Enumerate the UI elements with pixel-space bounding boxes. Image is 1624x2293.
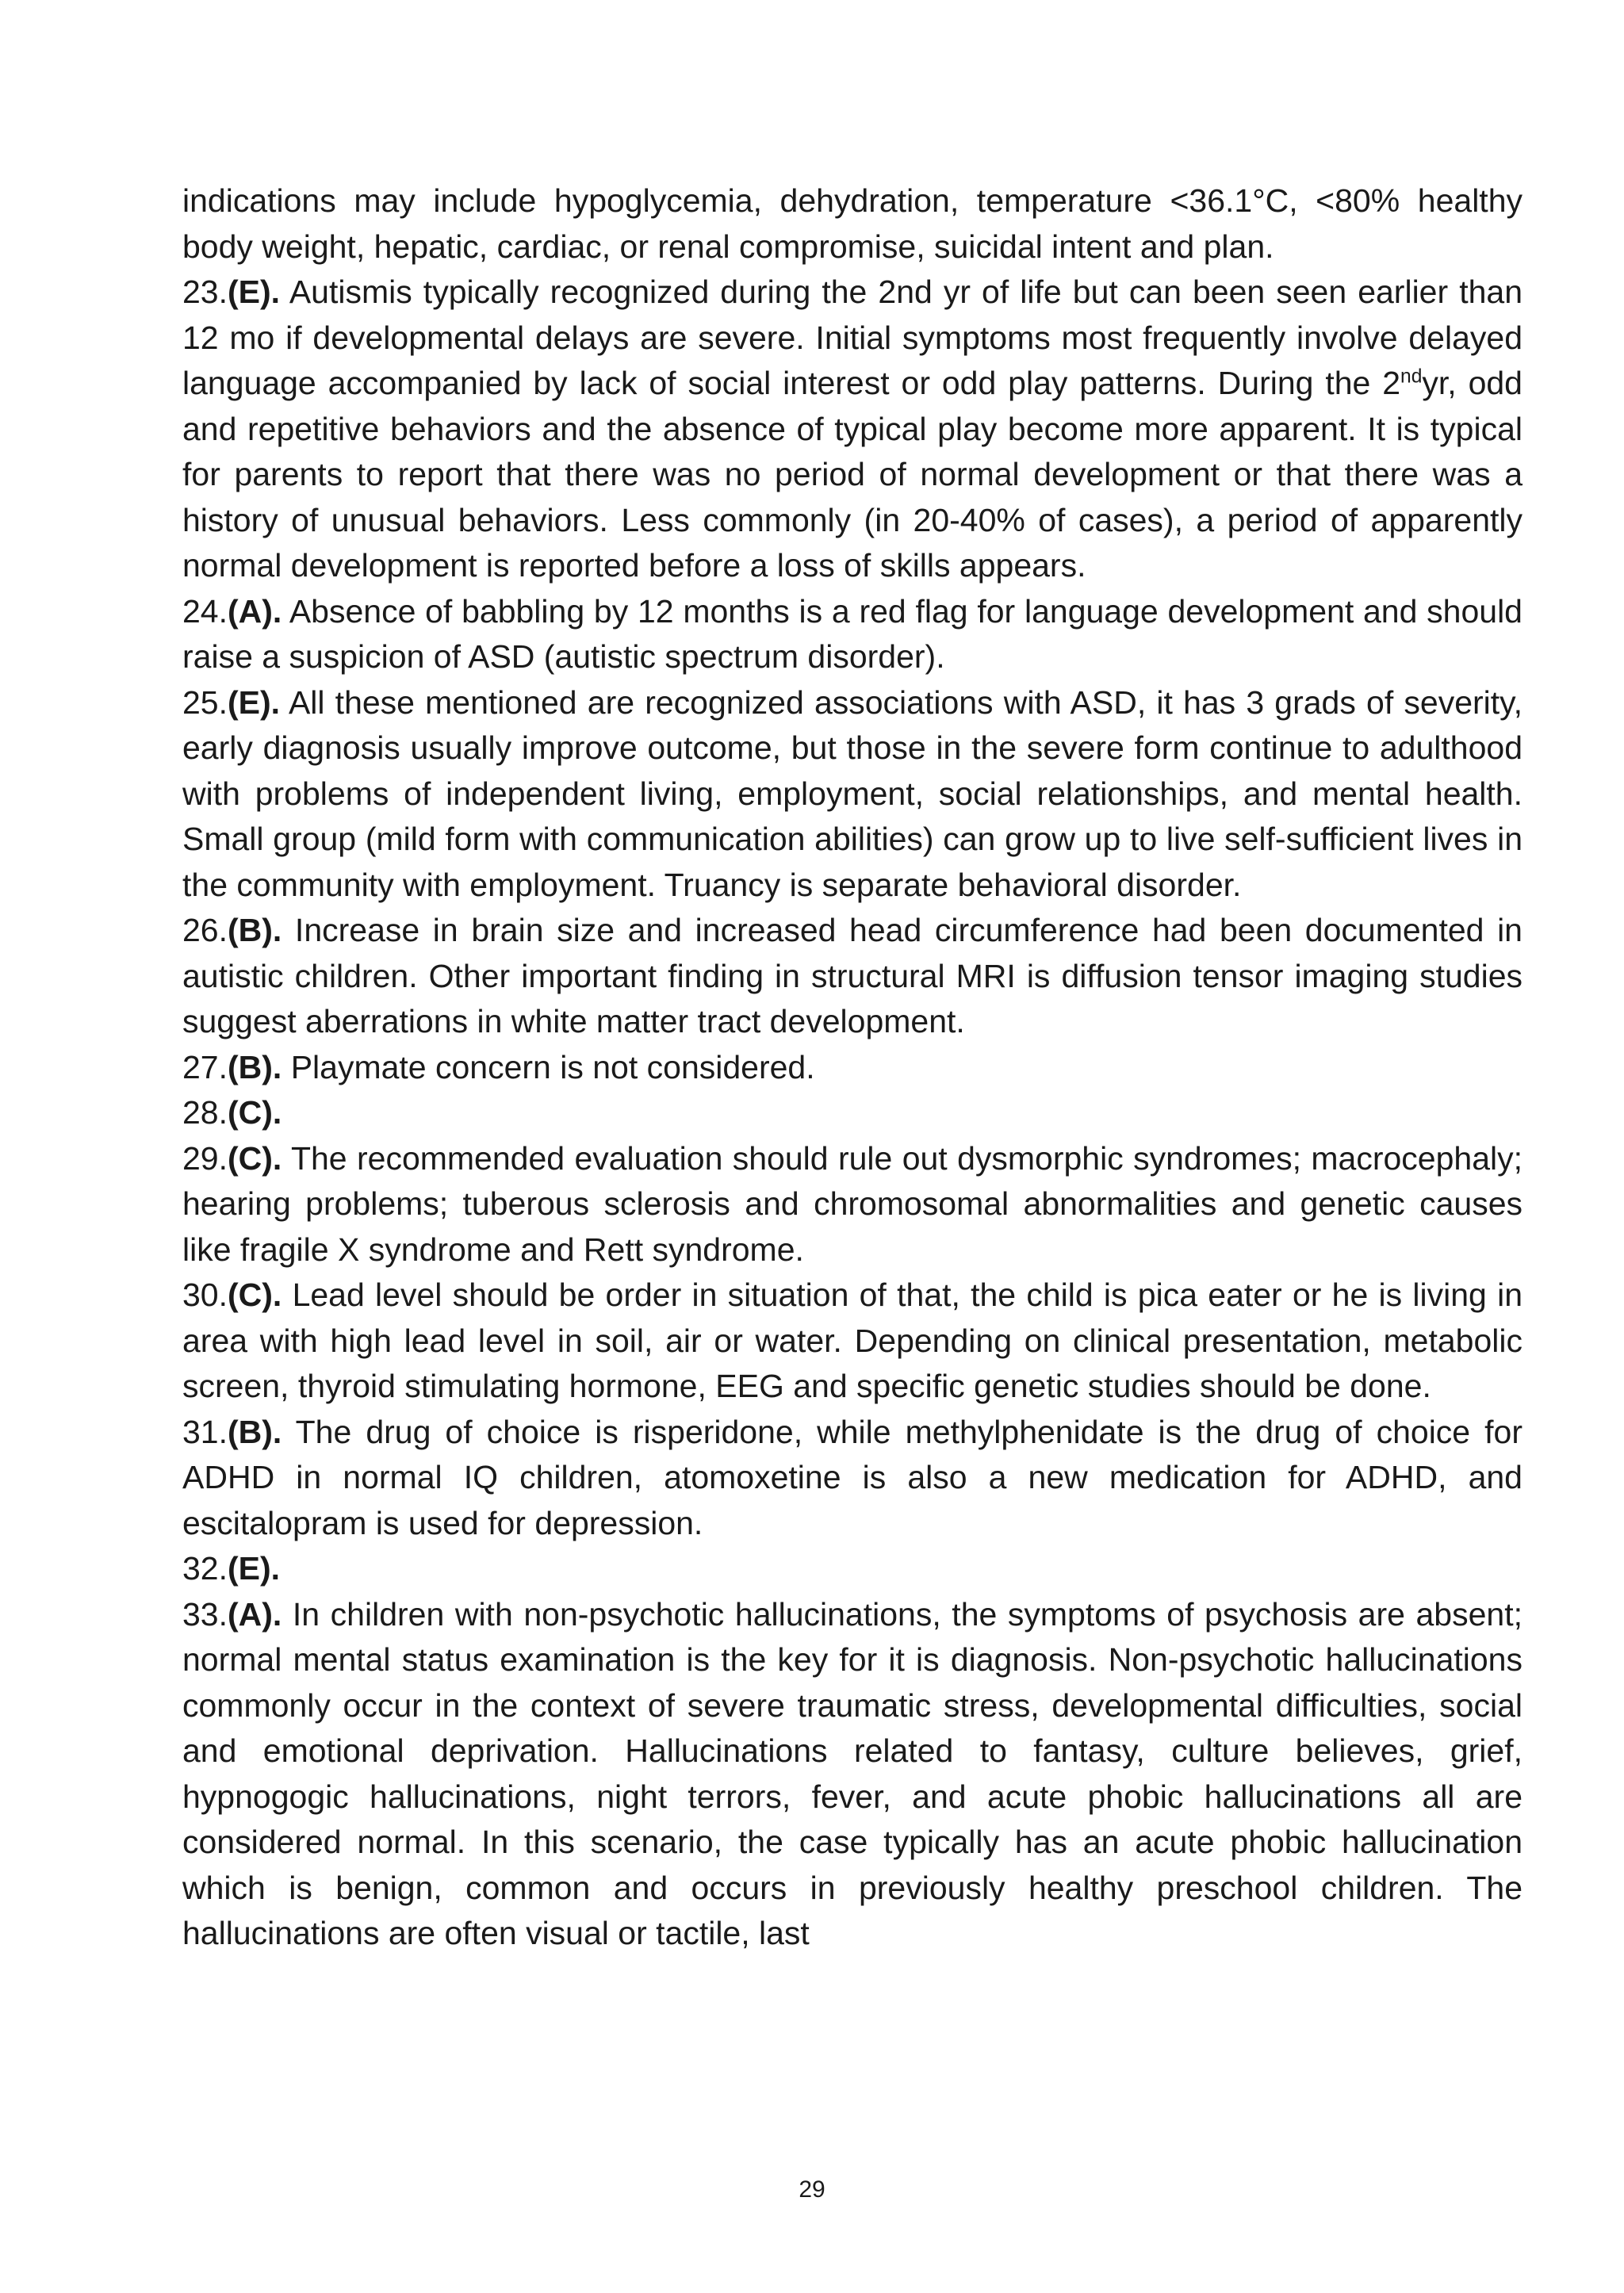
answer-item-28 (182, 1090, 1522, 1136)
answer-item-33 (182, 1592, 1522, 1957)
item-number: 33. (182, 1595, 228, 1633)
item-number: 28. (182, 1094, 228, 1131)
answer-item-32 (182, 1546, 1522, 1592)
answer-item-26 (182, 908, 1522, 1045)
answer-letter: (C). (228, 1277, 282, 1313)
item-number: 31. (182, 1413, 228, 1450)
answer-letter: (B). (228, 912, 282, 948)
answer-letter: (E). (228, 274, 281, 310)
document-body (182, 178, 1522, 1957)
item-number: 23. (182, 274, 228, 310)
answer-letter: (C). (228, 1094, 282, 1131)
explanation-text-continued: yr, odd and repetitive behaviors and the absence of typical play become more apparent. It is typical for parents to report that there was no period of normal development or that there was a history of unusual behaviors. Less commonly (in 20-40% of cases), a period of apparently normal development is reported before a loss of skills appears. (182, 365, 1522, 584)
item-number: 25. (182, 683, 228, 721)
answer-item-25 (182, 680, 1522, 909)
answer-item-24 (182, 589, 1522, 680)
explanation-text: The drug of choice is risperidone, while methylphenidate is the drug of choice for ADHD in normal IQ children, atomoxetine is also a new medication for ADHD, and escitalopram is used for depression. (182, 1413, 1522, 1541)
item-number: 27. (182, 1048, 228, 1085)
answer-item-23 (182, 270, 1522, 589)
answer-item-30 (182, 1273, 1522, 1410)
item-number: 30. (182, 1277, 228, 1313)
explanation-text: Playmate concern is not considered. (282, 1048, 815, 1085)
answer-letter: (B). (228, 1048, 282, 1085)
explanation-text: Lead level should be order in situation of that, the child is pica eater or he is living in area with high lead level in soil, air or water. Depending on clinical presentation, metabolic screen, thyroid stimulating hormone, EEG and specific genetic studies should be done. (182, 1277, 1522, 1404)
item-number: 32. (182, 1550, 228, 1587)
item-number: 24. (182, 592, 228, 630)
answer-item-31 (182, 1410, 1522, 1547)
page-number: 29 (799, 2176, 825, 2203)
answer-letter: (E). (228, 1550, 281, 1587)
continuation-paragraph: indications may include hypoglycemia, dehydration, temperature <36.1°C, <80% healthy body weight, hepatic, cardiac, or renal compromise, suicidal intent and plan. (182, 182, 1522, 265)
answer-item-27 (182, 1045, 1522, 1091)
explanation-text: Increase in brain size and increased head circumference had been documented in autistic children. Other important finding in structural MRI is diffusion tensor imaging studies suggest aberrations in white matter tract development. (182, 912, 1522, 1039)
explanation-text: Autismis typically recognized during the 2nd yr of life but can been seen earlier than 12 mo if developmental delays are severe. Initial symptoms most frequently involve delayed language accompanied by lack of social interest or odd play patterns. During the 2 (182, 274, 1522, 401)
answer-letter: (C). (228, 1139, 282, 1177)
answer-letter: (E). (228, 683, 281, 721)
answer-letter: (A). (228, 1595, 282, 1633)
item-number: 26. (182, 912, 228, 948)
explanation-text: Absence of babbling by 12 months is a red flag for language development and should raise a suspicion of ASD (autistic spectrum disorder). (182, 592, 1522, 675)
explanation-text: The recommended evaluation should rule out dysmorphic syndromes; macrocephaly; hearing problems; tuberous sclerosis and chromosomal abnormalities and genetic causes like fragile X syndrome and Rett syndrome. (182, 1139, 1522, 1268)
answer-item-29 (182, 1136, 1522, 1273)
superscript-ordinal: nd (1400, 366, 1423, 388)
answer-letter: (A). (228, 592, 282, 630)
explanation-text: In children with non-psychotic hallucinations, the symptoms of psychosis are absent; normal mental status examination is the key for it is diagnosis. Non-psychotic hallucinations commonly occur in the context of severe traumatic stress, developmental difficulties, social and emotional deprivation. Hallucinations related to fantasy, culture believes, grief, hypnogogic hallucinations, night terrors, fever, and acute phobic hallucinations all are considered normal. In this scenario, the case typically has an acute phobic hallucination which is benign, common and occurs in previously healthy preschool children. The hallucinations are often visual or tactile, last (182, 1595, 1522, 1951)
item-number: 29. (182, 1139, 228, 1177)
answer-letter: (B). (228, 1413, 282, 1450)
explanation-text: All these mentioned are recognized associations with ASD, it has 3 grads of severity, early diagnosis usually improve outcome, but those in the severe form continue to adulthood with problems of independent living, employment, social relationships, and mental health. Small group (mild form with communication abilities) can grow up to live self-sufficient lives in the community with employment. Truancy is separate behavioral disorder. (182, 683, 1522, 903)
